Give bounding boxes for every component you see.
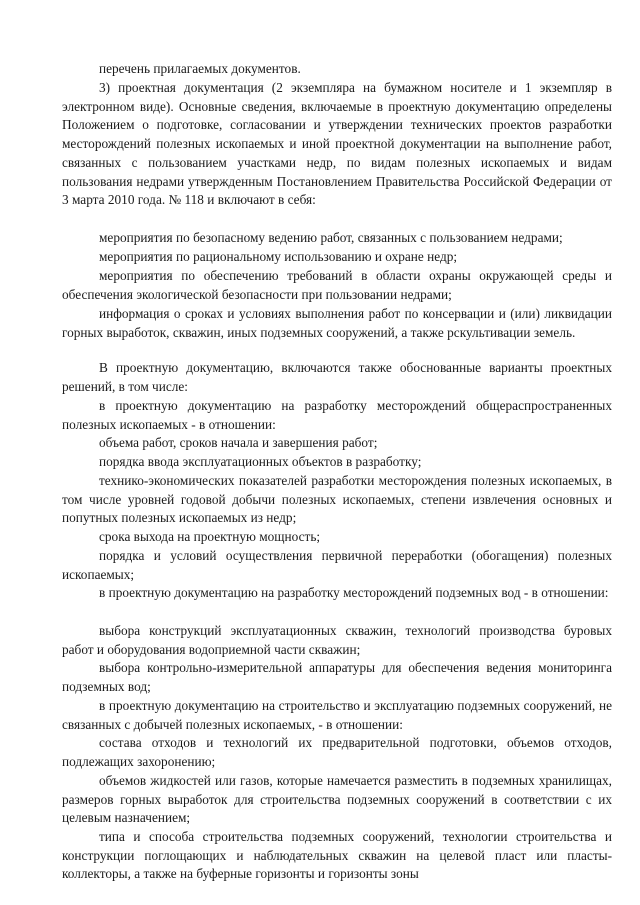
paragraph-15: выбора конструкций эксплуатационных скважин, технологий производства буровых работ и оборудования водоприемной части скважин; xyxy=(62,623,612,657)
paragraph-7: В проектную документацию, включаются также обоснованные варианты проектных решений, в том числе: xyxy=(62,360,612,394)
paragraph-13: порядка и условий осуществления первичной переработки (обогащения) полезных ископаемых; xyxy=(62,548,612,582)
paragraph-14: в проектную документацию на разработку месторождений подземных вод - в отношении: xyxy=(99,585,609,600)
paragraph-10: порядка ввода эксплуатационных объектов в разработку; xyxy=(99,454,422,469)
paragraph-8: в проектную документацию на разработку месторождений общераспространенных полезных ископаемых - в отношении: xyxy=(62,398,612,432)
paragraph-19: объемов жидкостей или газов, которые намечается разместить в подземных хранилищах, размеров горных выработок для строительства подземных сооружений в соответствии с их целевым назначением; xyxy=(62,773,612,826)
paragraph-20: типа и способа строительства подземных сооружений, технологии строительства и конструкции поглощающих и наблюдательных скважин на целевой пласт или пласты-коллекторы, а также на буферные горизонты и горизонты зоны xyxy=(62,829,612,882)
paragraph-17: в проектную документацию на строительство и эксплуатацию подземных сооружений, не связанных с добычей полезных ископаемых, - в отношении: xyxy=(62,698,612,732)
paragraph-11: технико-экономических показателей разработки месторождения полезных ископаемых, в том числе уровней годовой добычи полезных ископаемых, степени извлечения основных и попутных полезных ископаемых из недр; xyxy=(62,473,612,526)
paragraph-1: перечень прилагаемых документов. xyxy=(99,61,301,76)
paragraph-6: информация о сроках и условиях выполнения работ по консервации и (или) ликвидации горных выработок, скважин, иных подземных сооружений, а также рскультивации земель. xyxy=(62,306,612,340)
paragraph-16: выбора контрольно-измерительной аппаратуры для обеспечения ведения мониторинга подземных вод; xyxy=(62,660,612,694)
paragraph-4: мероприятия по рациональному использованию и охране недр; xyxy=(99,249,458,264)
paragraph-18: состава отходов и технологий их предварительной подготовки, объемов отходов, подлежащих захоронению; xyxy=(62,735,612,769)
paragraph-12: срока выхода на проектную мощность; xyxy=(99,529,321,544)
paragraph-2: 3) проектная документация (2 экземпляра на бумажном носителе и 1 экземпляр в электронном виде). Основные сведения, включаемые в проектную документацию определены Положением о подготовке, согласовании и утверждении технических проектов разработки месторождений полезных ископаемых и иной проектной документации на выполнение работ, связанных с пользованием участками недр, по видам полезных ископаемых и видам пользования недрами утвержденным Постановлением Правительства Российской Федерации от 3 марта 2010 года. № 118 и включают в себя: xyxy=(62,80,612,208)
paragraph-5: мероприятия по обеспечению требований в области охраны окружающей среды и обеспечения экологической безопасности при пользовании недрами; xyxy=(62,268,612,302)
paragraph-9: объема работ, сроков начала и завершения работ; xyxy=(99,435,378,450)
paragraph-3: мероприятия по безопасному ведению работ, связанных с пользованием недрами; xyxy=(99,230,563,245)
